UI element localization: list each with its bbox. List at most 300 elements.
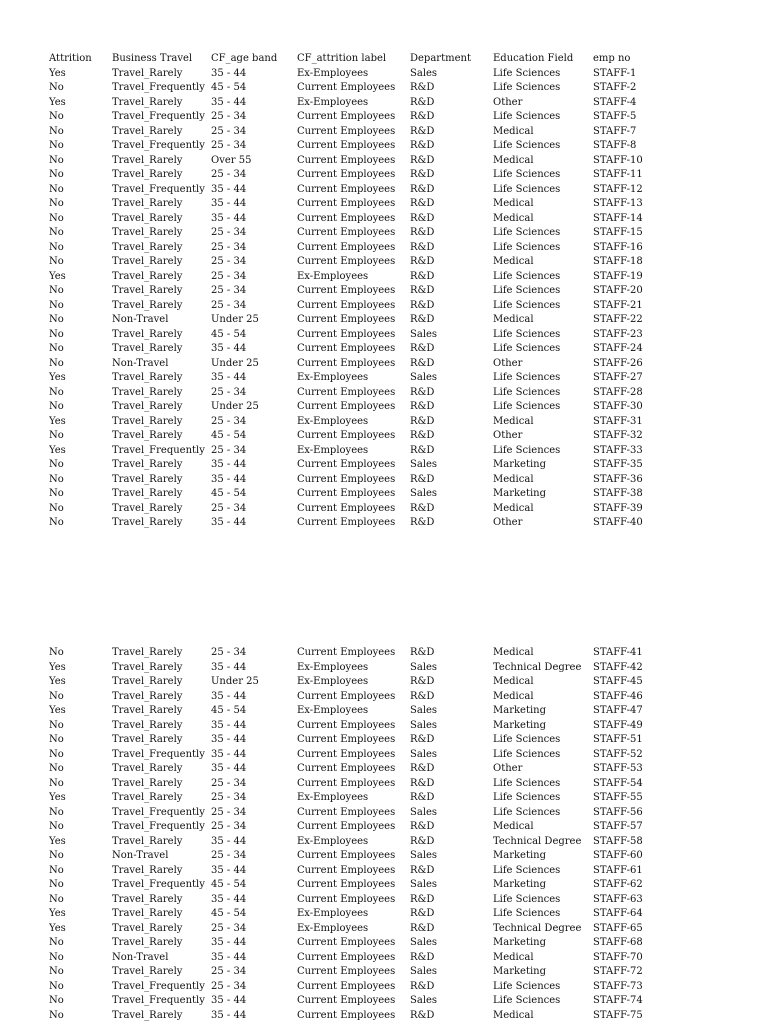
age-band-cell: Under 25 <box>211 357 259 369</box>
table-row <box>49 212 673 227</box>
table-row <box>49 704 673 719</box>
education-field-cell: Life Sciences <box>493 183 561 195</box>
department-cell: R&D <box>410 502 435 514</box>
attrition-cell: No <box>49 314 64 325</box>
attrition-cell: No <box>49 473 64 485</box>
age-band-cell: 25 - 34 <box>211 386 247 398</box>
age-band-cell: 35 - 44 <box>211 951 247 963</box>
attrition-cell: No <box>49 285 64 296</box>
emp-no-cell: STAFF-13 <box>593 198 643 209</box>
age-band-cell: 25 - 34 <box>211 502 247 514</box>
department-cell: R&D <box>410 241 435 253</box>
attrition-cell: No <box>49 719 64 731</box>
education-field-cell: Medical <box>493 256 534 267</box>
attrition-label-cell: Current Employees <box>297 285 396 296</box>
age-band-cell: 35 - 44 <box>211 517 247 528</box>
education-field-cell: Other <box>493 763 523 774</box>
business-travel-cell: Travel_Frequently <box>112 140 205 151</box>
emp-no-cell: STAFF-45 <box>593 676 643 687</box>
table-row <box>49 791 673 806</box>
attrition-cell: Yes <box>49 270 66 282</box>
business-travel-cell: Travel_Frequently <box>112 821 205 832</box>
business-travel-cell: Travel_Rarely <box>112 488 183 499</box>
age-band-cell: 35 - 44 <box>211 690 247 702</box>
emp-no-cell: STAFF-10 <box>593 154 643 166</box>
department-cell: R&D <box>410 792 435 803</box>
education-field-cell: Life Sciences <box>493 995 561 1006</box>
attrition-cell: Yes <box>49 705 66 716</box>
age-band-cell: 35 - 44 <box>211 661 247 673</box>
age-band-cell: Under 25 <box>211 676 259 687</box>
age-band-cell: 35 - 44 <box>211 212 247 224</box>
age-band-cell: 25 - 34 <box>211 270 247 282</box>
business-travel-cell: Travel_Rarely <box>112 212 183 224</box>
attrition-cell: No <box>49 430 64 441</box>
age-band-cell: Over 55 <box>211 154 252 166</box>
attrition-label-cell: Current Employees <box>297 502 396 514</box>
table-row <box>49 733 673 748</box>
department-cell: R&D <box>410 169 435 180</box>
table-row <box>49 313 673 328</box>
attrition-cell: No <box>49 328 64 340</box>
attrition-cell: Yes <box>49 96 66 108</box>
attrition-label-cell: Ex-Employees <box>297 922 369 934</box>
business-travel-cell: Travel_Rarely <box>112 67 183 79</box>
attrition-label-cell: Current Employees <box>297 140 396 151</box>
attrition-label-cell: Current Employees <box>297 343 396 354</box>
table-row <box>49 197 673 212</box>
attrition-label-cell: Ex-Employees <box>297 705 369 716</box>
business-travel-cell: Travel_Frequently <box>112 879 205 890</box>
age-band-cell: 25 - 34 <box>211 169 247 180</box>
age-band-cell: 35 - 44 <box>211 459 247 470</box>
education-field-cell: Medical <box>493 198 534 209</box>
attrition-label-cell: Ex-Employees <box>297 270 369 282</box>
age-band-cell: 25 - 34 <box>211 299 247 311</box>
business-travel-cell: Travel_Frequently <box>112 995 205 1006</box>
business-travel-cell: Travel_Rarely <box>112 792 183 803</box>
emp-no-cell: STAFF-24 <box>593 343 643 354</box>
col-header-attrition-label: CF_attrition label <box>297 53 387 64</box>
education-field-cell: Marketing <box>493 719 547 731</box>
table-row <box>49 255 673 270</box>
education-field-cell: Life Sciences <box>493 82 561 93</box>
attrition-cell: Yes <box>49 661 66 673</box>
attrition-cell: No <box>49 140 64 151</box>
department-cell: R&D <box>410 198 435 209</box>
department-cell: Sales <box>410 995 438 1006</box>
col-header-emp-no: emp no <box>593 53 631 64</box>
emp-no-cell: STAFF-64 <box>593 908 643 919</box>
department-cell: R&D <box>410 951 435 963</box>
education-field-cell: Marketing <box>493 459 547 470</box>
education-field-cell: Life Sciences <box>493 270 561 282</box>
business-travel-cell: Travel_Rarely <box>112 401 183 412</box>
education-field-cell: Life Sciences <box>493 777 561 789</box>
attrition-label-cell: Current Employees <box>297 821 396 832</box>
business-travel-cell: Travel_Rarely <box>112 966 183 977</box>
table-row <box>49 864 673 879</box>
department-cell: Sales <box>410 328 438 340</box>
emp-no-cell: STAFF-30 <box>593 401 643 412</box>
attrition-cell: Yes <box>49 415 66 427</box>
education-field-cell: Marketing <box>493 937 547 948</box>
attrition-cell: No <box>49 183 64 195</box>
department-cell: R&D <box>410 270 435 282</box>
emp-no-cell: STAFF-2 <box>593 82 637 93</box>
table-row <box>49 1009 673 1024</box>
education-field-cell: Life Sciences <box>493 908 561 919</box>
department-cell: R&D <box>410 763 435 774</box>
age-band-cell: 35 - 44 <box>211 893 247 905</box>
education-field-cell: Marketing <box>493 966 547 977</box>
business-travel-cell: Travel_Frequently <box>112 980 205 992</box>
emp-no-cell: STAFF-70 <box>593 951 643 963</box>
attrition-cell: No <box>49 864 64 876</box>
education-field-cell: Other <box>493 517 523 528</box>
department-cell: R&D <box>410 835 435 847</box>
department-cell: R&D <box>410 821 435 832</box>
business-travel-cell: Travel_Rarely <box>112 893 183 905</box>
table-row <box>49 719 673 734</box>
emp-no-cell: STAFF-62 <box>593 879 643 890</box>
education-field-cell: Life Sciences <box>493 734 561 745</box>
department-cell: Sales <box>410 850 438 861</box>
business-travel-cell: Travel_Rarely <box>112 473 183 485</box>
attrition-cell: No <box>49 995 64 1006</box>
attrition-cell: No <box>49 763 64 774</box>
age-band-cell: 25 - 34 <box>211 821 247 832</box>
attrition-cell: No <box>49 401 64 412</box>
department-cell: R&D <box>410 299 435 311</box>
business-travel-cell: Travel_Rarely <box>112 125 183 137</box>
attrition-cell: No <box>49 893 64 905</box>
business-travel-cell: Travel_Frequently <box>112 806 205 818</box>
education-field-cell: Life Sciences <box>493 893 561 905</box>
emp-no-cell: STAFF-35 <box>593 459 643 470</box>
education-field-cell: Life Sciences <box>493 140 561 151</box>
department-cell: R&D <box>410 430 435 441</box>
department-cell: R&D <box>410 212 435 224</box>
education-field-cell: Life Sciences <box>493 343 561 354</box>
education-field-cell: Life Sciences <box>493 67 561 79</box>
education-field-cell: Life Sciences <box>493 806 561 818</box>
business-travel-cell: Travel_Rarely <box>112 241 183 253</box>
age-band-cell: 45 - 54 <box>211 879 247 890</box>
education-field-cell: Life Sciences <box>493 328 561 340</box>
table-row <box>49 936 673 951</box>
business-travel-cell: Travel_Rarely <box>112 734 183 745</box>
business-travel-cell: Non-Travel <box>112 357 169 369</box>
business-travel-cell: Travel_Rarely <box>112 1009 183 1021</box>
education-field-cell: Life Sciences <box>493 111 561 122</box>
education-field-cell: Other <box>493 357 523 369</box>
table-row <box>49 675 673 690</box>
table-row <box>49 762 673 777</box>
attrition-cell: No <box>49 1009 64 1021</box>
emp-no-cell: STAFF-15 <box>593 227 643 238</box>
business-travel-cell: Travel_Rarely <box>112 864 183 876</box>
table-row <box>49 357 673 372</box>
attrition-label-cell: Ex-Employees <box>297 676 369 687</box>
emp-no-cell: STAFF-12 <box>593 183 643 195</box>
department-cell: R&D <box>410 256 435 267</box>
table-row <box>49 386 673 401</box>
education-field-cell: Life Sciences <box>493 748 561 760</box>
age-band-cell: 25 - 34 <box>211 792 247 803</box>
business-travel-cell: Travel_Rarely <box>112 922 183 934</box>
attrition-cell: No <box>49 850 64 861</box>
department-cell: Sales <box>410 937 438 948</box>
attrition-cell: No <box>49 212 64 224</box>
age-band-cell: 35 - 44 <box>211 937 247 948</box>
attrition-cell: No <box>49 748 64 760</box>
education-field-cell: Other <box>493 430 523 441</box>
age-band-cell: 25 - 34 <box>211 285 247 296</box>
table-row <box>49 516 673 531</box>
table-row <box>49 835 673 850</box>
emp-no-cell: STAFF-73 <box>593 980 643 992</box>
business-travel-cell: Travel_Rarely <box>112 430 183 441</box>
age-band-cell: 45 - 54 <box>211 328 247 340</box>
education-field-cell: Life Sciences <box>493 227 561 238</box>
age-band-cell: 35 - 44 <box>211 763 247 774</box>
department-cell: R&D <box>410 444 435 456</box>
emp-no-cell: STAFF-21 <box>593 299 643 311</box>
attrition-label-cell: Current Employees <box>297 734 396 745</box>
table-row <box>49 96 673 111</box>
table-row <box>49 299 673 314</box>
table-row <box>49 400 673 415</box>
department-cell: Sales <box>410 488 438 499</box>
education-field-cell: Life Sciences <box>493 980 561 992</box>
department-cell: Sales <box>410 966 438 977</box>
attrition-label-cell: Current Employees <box>297 227 396 238</box>
business-travel-cell: Travel_Rarely <box>112 690 183 702</box>
table-row <box>49 951 673 966</box>
department-cell: R&D <box>410 1009 435 1021</box>
emp-no-cell: STAFF-19 <box>593 270 643 282</box>
education-field-cell: Marketing <box>493 488 547 499</box>
attrition-cell: No <box>49 937 64 948</box>
education-field-cell: Life Sciences <box>493 386 561 398</box>
age-band-cell: 25 - 34 <box>211 966 247 977</box>
department-cell: R&D <box>410 980 435 992</box>
attrition-label-cell: Ex-Employees <box>297 96 369 108</box>
education-field-cell: Life Sciences <box>493 401 561 412</box>
attrition-label-cell: Current Employees <box>297 966 396 977</box>
attrition-label-cell: Ex-Employees <box>297 444 369 456</box>
table-row <box>49 328 673 343</box>
table-row <box>49 849 673 864</box>
attrition-cell: No <box>49 690 64 702</box>
department-cell: Sales <box>410 67 438 79</box>
attrition-label-cell: Current Employees <box>297 777 396 789</box>
table-row <box>49 371 673 386</box>
table-row <box>49 139 673 154</box>
table-row <box>49 473 673 488</box>
department-cell: Sales <box>410 879 438 890</box>
attrition-cell: No <box>49 256 64 267</box>
emp-no-cell: STAFF-8 <box>593 140 637 151</box>
attrition-label-cell: Current Employees <box>297 111 396 122</box>
business-travel-cell: Travel_Frequently <box>112 444 205 456</box>
business-travel-cell: Travel_Rarely <box>112 676 183 687</box>
age-band-cell: 35 - 44 <box>211 67 247 79</box>
business-travel-cell: Travel_Rarely <box>112 285 183 296</box>
emp-no-cell: STAFF-32 <box>593 430 643 441</box>
attrition-label-cell: Current Employees <box>297 241 396 253</box>
business-travel-cell: Travel_Rarely <box>112 763 183 774</box>
attrition-cell: No <box>49 111 64 122</box>
department-cell: R&D <box>410 734 435 745</box>
emp-no-cell: STAFF-52 <box>593 748 643 760</box>
attrition-label-cell: Current Employees <box>297 386 396 398</box>
age-band-cell: 25 - 34 <box>211 227 247 238</box>
table-row <box>49 444 673 459</box>
attrition-cell: No <box>49 777 64 789</box>
department-cell: Sales <box>410 661 438 673</box>
emp-no-cell: STAFF-42 <box>593 661 643 673</box>
department-cell: R&D <box>410 357 435 369</box>
emp-no-cell: STAFF-23 <box>593 328 643 340</box>
attrition-cell: No <box>49 82 64 93</box>
business-travel-cell: Travel_Rarely <box>112 270 183 282</box>
attrition-cell: No <box>49 343 64 354</box>
attrition-label-cell: Current Employees <box>297 879 396 890</box>
department-cell: R&D <box>410 140 435 151</box>
col-header-attrition: Attrition <box>49 53 92 64</box>
emp-no-cell: STAFF-58 <box>593 835 643 847</box>
table-row <box>49 125 673 140</box>
department-cell: R&D <box>410 893 435 905</box>
attrition-label-cell: Current Employees <box>297 850 396 861</box>
business-travel-cell: Non-Travel <box>112 951 169 963</box>
attrition-label-cell: Current Employees <box>297 183 396 195</box>
department-cell: Sales <box>410 459 438 470</box>
table-row <box>49 994 673 1009</box>
age-band-cell: 45 - 54 <box>211 82 247 93</box>
department-cell: R&D <box>410 227 435 238</box>
attrition-label-cell: Ex-Employees <box>297 661 369 673</box>
department-cell: R&D <box>410 285 435 296</box>
table-row <box>49 965 673 980</box>
emp-no-cell: STAFF-31 <box>593 415 643 427</box>
attrition-label-cell: Current Employees <box>297 169 396 180</box>
col-header-department: Department <box>410 53 471 64</box>
department-cell: Sales <box>410 719 438 731</box>
emp-no-cell: STAFF-1 <box>593 67 637 79</box>
table-row <box>49 748 673 763</box>
attrition-label-cell: Current Employees <box>297 473 396 485</box>
emp-no-cell: STAFF-14 <box>593 212 643 224</box>
department-cell: Sales <box>410 705 438 716</box>
business-travel-cell: Travel_Frequently <box>112 111 205 122</box>
attrition-label-cell: Current Employees <box>297 198 396 209</box>
emp-no-cell: STAFF-54 <box>593 777 643 789</box>
table-row <box>49 893 673 908</box>
emp-no-cell: STAFF-11 <box>593 169 643 180</box>
attrition-label-cell: Ex-Employees <box>297 415 369 427</box>
age-band-cell: 25 - 34 <box>211 647 247 658</box>
department-cell: R&D <box>410 96 435 108</box>
business-travel-cell: Travel_Rarely <box>112 647 183 658</box>
emp-no-cell: STAFF-40 <box>593 517 643 528</box>
employee-table-page-1 <box>49 52 673 531</box>
emp-no-cell: STAFF-36 <box>593 473 643 485</box>
business-travel-cell: Travel_Rarely <box>112 372 183 383</box>
business-travel-cell: Travel_Rarely <box>112 198 183 209</box>
table-row <box>49 458 673 473</box>
age-band-cell: 35 - 44 <box>211 473 247 485</box>
table-row <box>49 415 673 430</box>
age-band-cell: Under 25 <box>211 314 259 325</box>
department-cell: R&D <box>410 864 435 876</box>
attrition-cell: No <box>49 806 64 818</box>
attrition-label-cell: Current Employees <box>297 125 396 137</box>
business-travel-cell: Travel_Frequently <box>112 183 205 195</box>
attrition-label-cell: Current Employees <box>297 328 396 340</box>
attrition-cell: No <box>49 647 64 658</box>
emp-no-cell: STAFF-57 <box>593 821 643 832</box>
attrition-label-cell: Current Employees <box>297 719 396 731</box>
table-row <box>49 878 673 893</box>
attrition-label-cell: Ex-Employees <box>297 792 369 803</box>
emp-no-cell: STAFF-41 <box>593 647 643 658</box>
education-field-cell: Life Sciences <box>493 241 561 253</box>
attrition-cell: No <box>49 299 64 311</box>
age-band-cell: 35 - 44 <box>211 372 247 383</box>
emp-no-cell: STAFF-68 <box>593 937 643 948</box>
table-row <box>49 980 673 995</box>
department-cell: R&D <box>410 125 435 137</box>
age-band-cell: 45 - 54 <box>211 430 247 441</box>
age-band-cell: 25 - 34 <box>211 850 247 861</box>
attrition-cell: No <box>49 386 64 398</box>
attrition-cell: No <box>49 517 64 528</box>
attrition-label-cell: Current Employees <box>297 314 396 325</box>
age-band-cell: 25 - 34 <box>211 444 247 456</box>
emp-no-cell: STAFF-60 <box>593 850 643 861</box>
business-travel-cell: Travel_Frequently <box>112 82 205 93</box>
department-cell: R&D <box>410 647 435 658</box>
department-cell: R&D <box>410 111 435 122</box>
col-header-education-field: Education Field <box>493 53 574 64</box>
education-field-cell: Medical <box>493 154 534 166</box>
age-band-cell: 35 - 44 <box>211 96 247 108</box>
attrition-label-cell: Current Employees <box>297 357 396 369</box>
education-field-cell: Life Sciences <box>493 792 561 803</box>
table-row <box>49 777 673 792</box>
department-cell: R&D <box>410 415 435 427</box>
age-band-cell: 25 - 34 <box>211 922 247 934</box>
table-row <box>49 487 673 502</box>
business-travel-cell: Travel_Rarely <box>112 459 183 470</box>
emp-no-cell: STAFF-7 <box>593 125 637 137</box>
age-band-cell: 45 - 54 <box>211 705 247 716</box>
age-band-cell: 35 - 44 <box>211 835 247 847</box>
table-row <box>49 806 673 821</box>
emp-no-cell: STAFF-27 <box>593 372 643 383</box>
emp-no-cell: STAFF-53 <box>593 763 643 774</box>
age-band-cell: 35 - 44 <box>211 995 247 1006</box>
attrition-label-cell: Current Employees <box>297 647 396 658</box>
emp-no-cell: STAFF-28 <box>593 386 643 398</box>
emp-no-cell: STAFF-74 <box>593 995 643 1006</box>
department-cell: R&D <box>410 517 435 528</box>
table-row <box>49 646 673 661</box>
table-row <box>49 168 673 183</box>
